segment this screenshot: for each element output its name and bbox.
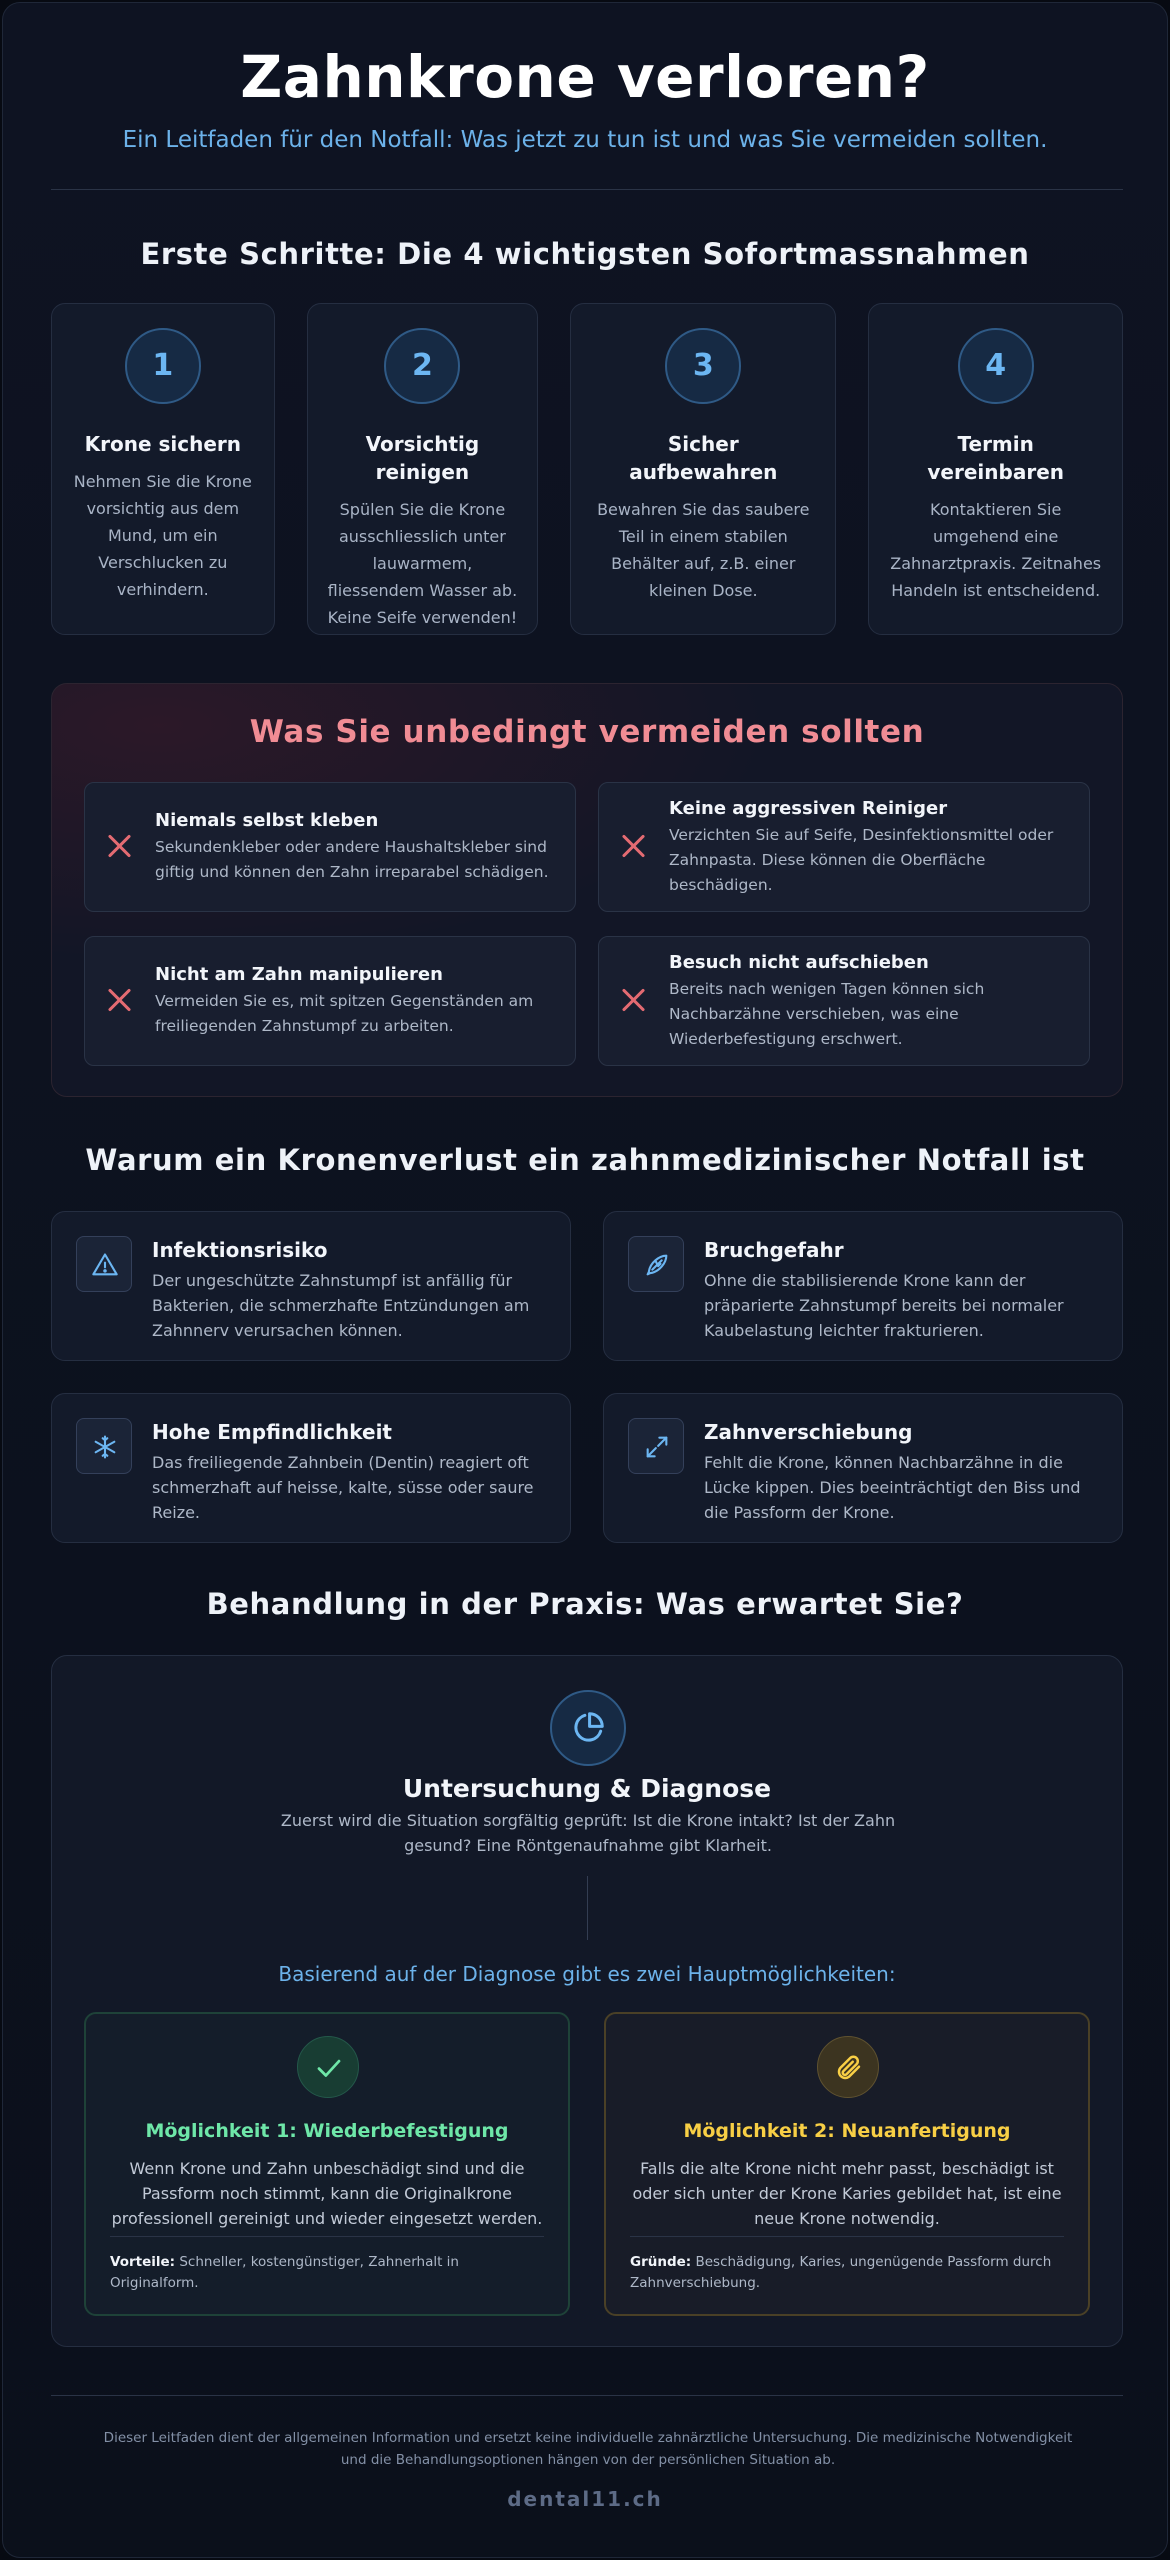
step-title: Sicher aufbewahren <box>629 432 778 484</box>
avoid-item-text: Sekundenkleber oder andere Haushaltskleber sind giftig und können den Zahn irreparabel schädigen. <box>155 838 549 881</box>
step-number-badge: 4 <box>958 328 1034 404</box>
diagnosis-title: Untersuchung & Diagnose <box>402 1774 772 1803</box>
avoid-item-title: Besuch nicht aufschieben <box>669 951 929 973</box>
treatment-section-title: Behandlung in der Praxis: Was erwartet Sie? <box>206 1587 964 1621</box>
option-text: Wenn Krone und Zahn unbeschädigt sind und die Passform noch stimmt, kann die Originalkrone professionell gereinigt und wieder eingesetzt werden. <box>111 2159 543 2228</box>
options-intro: Basierend auf der Diagnose gibt es zwei Hauptmöglichkeiten: <box>278 1962 896 1986</box>
pie-chart-icon <box>550 1690 626 1766</box>
close-icon <box>105 831 135 861</box>
step-text: Bewahren Sie das saubere Teil in einem stabilen Behälter auf, z.B. einer kleinen Dose. <box>597 500 810 600</box>
avoid-item <box>84 782 576 912</box>
page-subtitle: Ein Leitfaden für den Notfall: Was jetzt zu tun ist und was Sie vermeiden sollten. <box>122 127 1048 153</box>
option-note-label: Gründe: <box>630 2254 692 2270</box>
header-divider <box>51 189 1123 190</box>
step-text: Kontaktieren Sie umgehend eine Zahnarztpraxis. Zeitnahes Handeln ist entscheidend. <box>890 500 1102 600</box>
avoid-item-text: Bereits nach wenigen Tagen können sich Nachbarzähne verschieben, was eine Wiederbefestigung erschwert. <box>669 979 985 1048</box>
avoid-section-title: Was Sie unbedingt vermeiden sollten <box>249 714 925 750</box>
step-number-badge: 3 <box>665 328 741 404</box>
why-card-text: Der ungeschützte Zahnstumpf ist anfällig für Bakterien, die schmerzhafte Entzündungen am Zahnnerv verursachen können. <box>152 1271 530 1340</box>
avoid-item-text: Verzichten Sie auf Seife, Desinfektionsmittel oder Zahnpasta. Diese können die Oberfläche beschädigen. <box>669 825 1054 894</box>
why-section-title: Warum ein Kronenverlust ein zahnmedizinischer Notfall ist <box>85 1143 1085 1177</box>
why-card-title: Infektionsrisiko <box>152 1238 328 1262</box>
disclaimer-text: Dieser Leitfaden dient der allgemeinen Information und ersetzt keine individuelle zahnärztliche Untersuchung. Die medizinische Notwendigkeit und die Behandlungsoptionen hängen von der persönlichen Situation ab. <box>103 2430 1073 2468</box>
infographic-page <box>2 2 1168 2558</box>
footer-divider <box>51 2395 1123 2396</box>
option-note <box>110 2252 544 2294</box>
expand-arrows-icon <box>628 1418 684 1474</box>
why-card <box>603 1393 1123 1543</box>
avoid-item <box>598 936 1090 1066</box>
avoid-item-text: Vermeiden Sie es, mit spitzen Gegenständen am freiliegenden Zahnstumpf zu arbeiten. <box>155 992 534 1035</box>
why-card <box>603 1211 1123 1361</box>
diagnosis-text: Zuerst wird die Situation sorgfältig geprüft: Ist die Krone intakt? Ist der Zahn gesund? Eine Röntgenaufnahme gibt Klarheit. <box>280 1811 896 1855</box>
avoid-item <box>84 936 576 1066</box>
close-icon <box>105 985 135 1015</box>
why-card-title: Bruchgefahr <box>704 1238 844 1262</box>
option-title: Möglichkeit 1: Wiederbefestigung <box>145 2120 509 2142</box>
step-number-badge: 2 <box>384 328 460 404</box>
why-card <box>51 1393 571 1543</box>
option-note-text: Beschädigung, Karies, ungenügende Passform durch Zahnverschiebung. <box>630 2254 1052 2291</box>
option-note <box>630 2252 1064 2294</box>
close-icon <box>619 985 649 1015</box>
broken-tooth-icon <box>628 1236 684 1292</box>
steps-grid <box>51 303 1123 635</box>
option-divider <box>630 2236 1064 2237</box>
step-number-badge: 1 <box>125 328 201 404</box>
step-card <box>307 303 539 635</box>
close-icon <box>619 831 649 861</box>
option-divider <box>110 2236 544 2237</box>
step-title: Krone sichern <box>84 432 241 456</box>
option-title: Möglichkeit 2: Neuanfertigung <box>683 2120 1011 2142</box>
snowflake-icon <box>76 1418 132 1474</box>
treatment-panel <box>51 1655 1123 2347</box>
why-card <box>51 1211 571 1361</box>
paperclip-icon <box>817 2036 879 2098</box>
option-card-new-crown <box>604 2012 1090 2316</box>
step-card <box>868 303 1123 635</box>
avoid-item <box>598 782 1090 912</box>
option-text: Falls die alte Krone nicht mehr passt, beschädigt ist oder sich unter der Krone Karies gebildet hat, ist eine neue Krone notwendig. <box>632 2159 1062 2228</box>
avoid-item-title: Nicht am Zahn manipulieren <box>155 964 443 985</box>
avoid-panel <box>51 683 1123 1097</box>
option-note-label: Vorteile: <box>110 2254 176 2270</box>
brand-link[interactable]: dental11.ch <box>507 2487 663 2511</box>
connector-line <box>587 1876 588 1940</box>
step-title: Vorsichtig reinigen <box>365 432 480 484</box>
warning-icon <box>76 1236 132 1292</box>
option-card-reattach <box>84 2012 570 2316</box>
why-card-title: Hohe Empfindlichkeit <box>152 1420 392 1444</box>
avoid-item-title: Keine aggressiven Reiniger <box>669 797 948 819</box>
avoid-item-title: Niemals selbst kleben <box>155 810 379 831</box>
why-card-text: Ohne die stabilisierende Krone kann der präparierte Zahnstumpf bereits bei normaler Kaubelastung leichter frakturieren. <box>704 1271 1064 1340</box>
why-card-title: Zahnverschiebung <box>704 1420 913 1444</box>
why-card-text: Fehlt die Krone, können Nachbarzähne in die Lücke kippen. Dies beeinträchtigt den Biss und die Passform der Krone. <box>704 1453 1081 1522</box>
step-card <box>51 303 275 635</box>
option-note-text: Schneller, kostengünstiger, Zahnerhalt in Originalform. <box>110 2254 459 2291</box>
step-text: Spülen Sie die Krone ausschliesslich unter lauwarmem, fliessendem Wasser ab. Keine Seife verwenden! <box>327 500 518 627</box>
step-card <box>570 303 836 635</box>
page-title: Zahnkrone verloren? <box>240 43 930 111</box>
step-text: Nehmen Sie die Krone vorsichtig aus dem Mund, um ein Verschlucken zu verhindern. <box>73 472 252 599</box>
why-card-text: Das freiliegende Zahnbein (Dentin) reagiert oft schmerzhaft auf heisse, kalte, süsse oder saure Reize. <box>152 1453 534 1522</box>
steps-section-title: Erste Schritte: Die 4 wichtigsten Sofortmassnahmen <box>140 237 1030 271</box>
check-icon <box>297 2036 359 2098</box>
step-title: Termin vereinbaren <box>927 432 1064 484</box>
